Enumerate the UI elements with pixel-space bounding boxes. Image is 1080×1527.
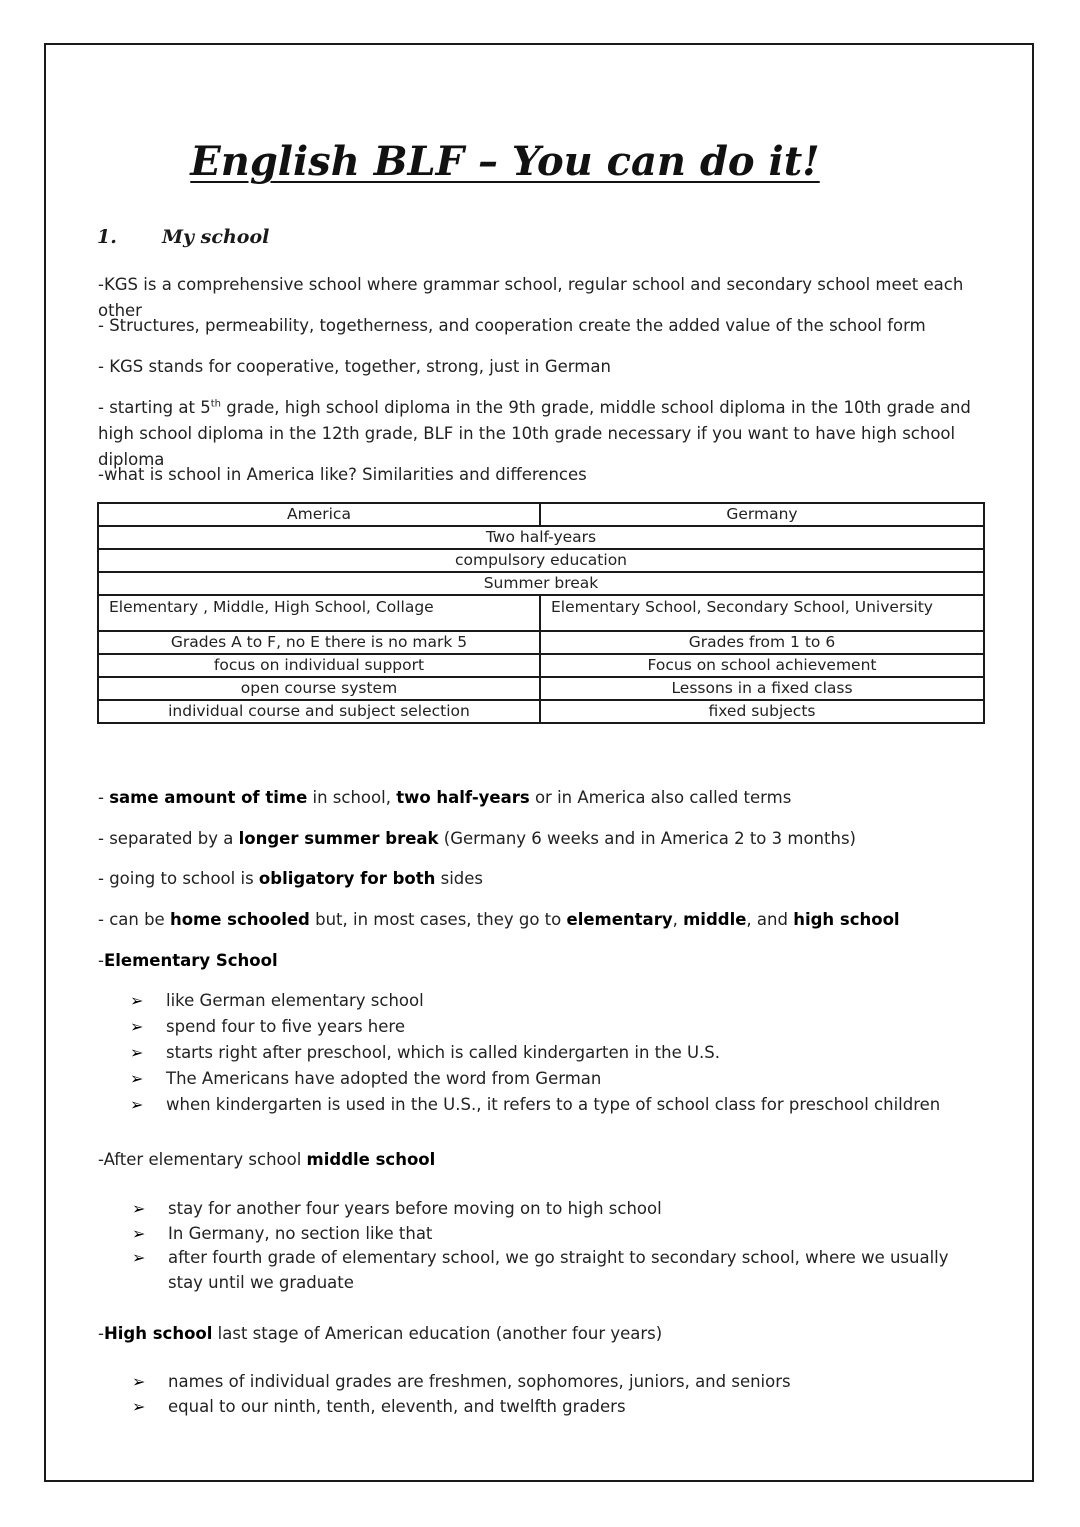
table-row: [98, 549, 984, 572]
table-row: [98, 572, 984, 595]
table-row: [98, 654, 984, 677]
list-item-text: equal to our ninth, tenth, eleventh, and twelfth graders: [168, 1396, 626, 1416]
note-text: or in America also called terms: [529, 788, 792, 807]
list-item: [132, 1197, 962, 1222]
diplomas-text-start: - starting at 5: [98, 398, 211, 417]
note-text: but, in most cases, they go to: [309, 910, 567, 929]
heading-text: last stage of American education (another four years): [212, 1324, 663, 1343]
high-school-heading: [98, 1321, 983, 1347]
note-text: sides: [435, 869, 484, 888]
note-bold: high school: [793, 910, 900, 929]
list-item-text: starts right after preschool, which is called kindergarten in the U.S.: [166, 1043, 721, 1062]
header-america: America: [98, 503, 540, 526]
diplomas-text-rest: grade, high school diploma in the 9th grade, middle school diploma in the 10th grade and high school diploma in the 12th grade, BLF in the 10th grade necessary if you want to have high school diploma: [98, 398, 971, 469]
heading-bold: High school: [103, 1324, 213, 1343]
list-item: [132, 1395, 982, 1420]
arrow-bullet-icon: ➢: [130, 1069, 144, 1088]
table-row: [98, 631, 984, 654]
intro-line-structures: - Structures, permeability, togetherness, and cooperation create the added value of the school form: [98, 316, 926, 335]
arrow-bullet-icon: ➢: [132, 1199, 146, 1218]
list-item: [130, 1066, 990, 1092]
list-item-text: spend four to five years here: [166, 1017, 405, 1036]
note-bold: two half-years: [396, 788, 530, 807]
note-text: - going to school is: [98, 869, 259, 888]
note-bold: elementary: [566, 910, 673, 929]
intro-line-meaning: - KGS stands for cooperative, together, strong, just in German: [98, 357, 611, 376]
table-row: [98, 526, 984, 549]
middle-list: [132, 1197, 962, 1295]
note-text: (Germany 6 weeks and in America 2 to 3 months): [438, 829, 856, 848]
section-number: 1.: [97, 226, 117, 248]
shared-cell: Two half-years: [98, 526, 984, 549]
list-item: [132, 1370, 982, 1395]
shared-cell: Summer break: [98, 572, 984, 595]
list-item-text: The Americans have adopted the word from German: [166, 1069, 602, 1088]
note-bold: home schooled: [169, 910, 310, 929]
list-item: [130, 1014, 990, 1040]
arrow-bullet-icon: ➢: [132, 1248, 146, 1267]
heading-dash: -: [98, 1324, 104, 1343]
list-item-text: names of individual grades are freshmen, sophomores, juniors, and seniors: [168, 1372, 791, 1391]
intro-line-kgs: -KGS is a comprehensive school where grammar school, regular school and secondary school meet each other: [98, 275, 964, 320]
arrow-bullet-icon: ➢: [132, 1223, 146, 1243]
germany-cell: Lessons in a fixed class: [540, 677, 984, 700]
germany-cell: fixed subjects: [540, 700, 984, 723]
table-row: [98, 677, 984, 700]
arrow-bullet-icon: ➢: [130, 1043, 144, 1062]
heading-bold: Elementary School: [103, 951, 278, 970]
note-text: -: [98, 788, 110, 807]
list-item: [130, 988, 990, 1014]
arrow-bullet-icon: ➢: [130, 1017, 144, 1036]
elementary-list: [130, 988, 990, 1118]
note-bold: obligatory for both: [258, 869, 436, 888]
table-row: [98, 595, 984, 631]
list-item-text: after fourth grade of elementary school, we go straight to secondary school, where we usually stay until we graduate: [168, 1248, 949, 1292]
note-bold: middle: [683, 910, 747, 929]
note-text: ,: [672, 910, 684, 929]
america-cell: Elementary , Middle, High School, Collage: [98, 595, 540, 631]
ordinal-superscript: th: [210, 398, 221, 410]
shared-cell: compulsory education: [98, 549, 984, 572]
note-text: in school,: [307, 788, 397, 807]
heading-dash: -: [98, 951, 104, 970]
note-text: , and: [746, 910, 794, 929]
section-title: My school: [162, 226, 270, 248]
note-bold: longer summer break: [238, 829, 439, 848]
list-item: [130, 1040, 990, 1066]
note-bold: same amount of time: [109, 788, 308, 807]
page-title: English BLF – You can do it!: [190, 138, 820, 185]
arrow-bullet-icon: ➢: [130, 1095, 144, 1114]
germany-cell: Elementary School, Secondary School, University: [540, 595, 984, 631]
note-time: [98, 785, 983, 811]
list-item-text: when kindergarten is used in the U.S., it refers to a type of school class for preschool children: [166, 1095, 941, 1114]
list-item-text: like German elementary school: [166, 991, 424, 1010]
list-item: [130, 1092, 990, 1118]
heading-bold: middle school: [306, 1150, 436, 1169]
table-header-row: [98, 503, 984, 526]
america-cell: open course system: [98, 677, 540, 700]
comparison-table: [97, 502, 985, 724]
list-item-text: stay for another four years before moving on to high school: [168, 1199, 662, 1218]
header-germany: Germany: [540, 503, 984, 526]
note-text: - separated by a: [98, 829, 239, 848]
list-item: [132, 1246, 962, 1295]
note-summer-break: [98, 826, 983, 852]
middle-heading: [98, 1147, 983, 1173]
germany-cell: Grades from 1 to 6: [540, 631, 984, 654]
list-item: [132, 1222, 962, 1247]
note-obligatory: [98, 866, 983, 892]
america-cell: individual course and subject selection: [98, 700, 540, 723]
arrow-bullet-icon: ➢: [132, 1396, 146, 1416]
list-item-text: In Germany, no section like that: [168, 1223, 433, 1243]
arrow-bullet-icon: ➢: [132, 1372, 146, 1391]
america-cell: focus on individual support: [98, 654, 540, 677]
elementary-heading: [98, 948, 983, 974]
heading-text: -After elementary school: [98, 1150, 307, 1169]
arrow-bullet-icon: ➢: [130, 991, 144, 1010]
note-text: - can be: [98, 910, 170, 929]
comparison-question: -what is school in America like? Similarities and differences: [98, 465, 587, 484]
table-row: [98, 700, 984, 723]
high-school-list: [132, 1370, 982, 1419]
note-home-schooled: [98, 907, 983, 933]
germany-cell: Focus on school achievement: [540, 654, 984, 677]
america-cell: Grades A to F, no E there is no mark 5: [98, 631, 540, 654]
